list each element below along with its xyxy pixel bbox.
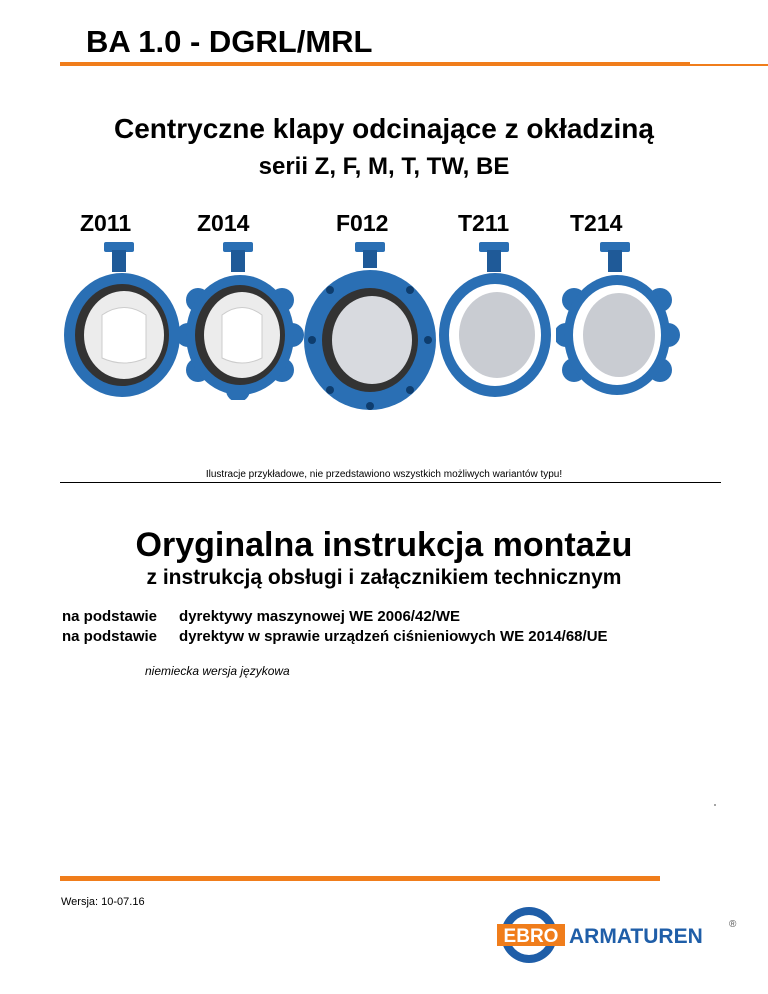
lug-butterfly-valve-ptfe-icon [556, 240, 680, 400]
product-title: Centryczne klapy odcinające z okładziną [114, 113, 654, 144]
wafer-butterfly-valve-icon [62, 240, 184, 400]
caption-divider [60, 482, 721, 483]
manual-title: Oryginalna instrukcja montażu [135, 526, 633, 564]
logo-word-armaturen: ARMATUREN [569, 925, 703, 948]
illustration-note: Ilustracje przykładowe, nie przedstawiono wszystkich możliwych wariantów typu! [205, 469, 563, 480]
manual-subtitle: z instrukcją obsługi i załącznikiem technicznym [146, 566, 622, 589]
model-label-z011: Z011 [80, 210, 132, 236]
model-label-t211: T211 [458, 210, 510, 236]
language-note: niemiecka wersja językowa [145, 664, 290, 678]
registered-mark: ® [729, 919, 737, 930]
directive-label: na podstawie [62, 608, 158, 625]
model-label-f012: F012 [336, 210, 389, 236]
directive-label: na podstawie [62, 628, 158, 645]
flanged-butterfly-valve-icon [300, 240, 442, 415]
product-series: serii Z, F, M, T, TW, BE [258, 153, 510, 180]
model-label-z014: Z014 [197, 210, 250, 236]
footer-orange-rule [60, 876, 660, 881]
directive-text: dyrektyw w sprawie urządzeń ciśnieniowych WE 2014/68/UE [179, 628, 608, 645]
model-label-t214: T214 [570, 210, 623, 236]
page-mark [714, 804, 716, 806]
directive-basis-table [62, 607, 630, 647]
directive-row [62, 607, 630, 627]
ebro-armaturen-logo [495, 905, 740, 965]
lug-butterfly-valve-icon [178, 240, 304, 400]
directive-text: dyrektywy maszynowej WE 2006/42/WE [179, 608, 460, 625]
directive-row [62, 627, 630, 647]
header-orange-rule [60, 62, 690, 66]
wafer-butterfly-valve-ptfe-icon [437, 240, 557, 400]
version-label: Wersja: 10-07.16 [61, 896, 145, 908]
logo-word-ebro: EBRO [503, 926, 559, 947]
document-title: BA 1.0 - DGRL/MRL [86, 24, 373, 59]
header-orange-rule-tail [690, 64, 768, 66]
